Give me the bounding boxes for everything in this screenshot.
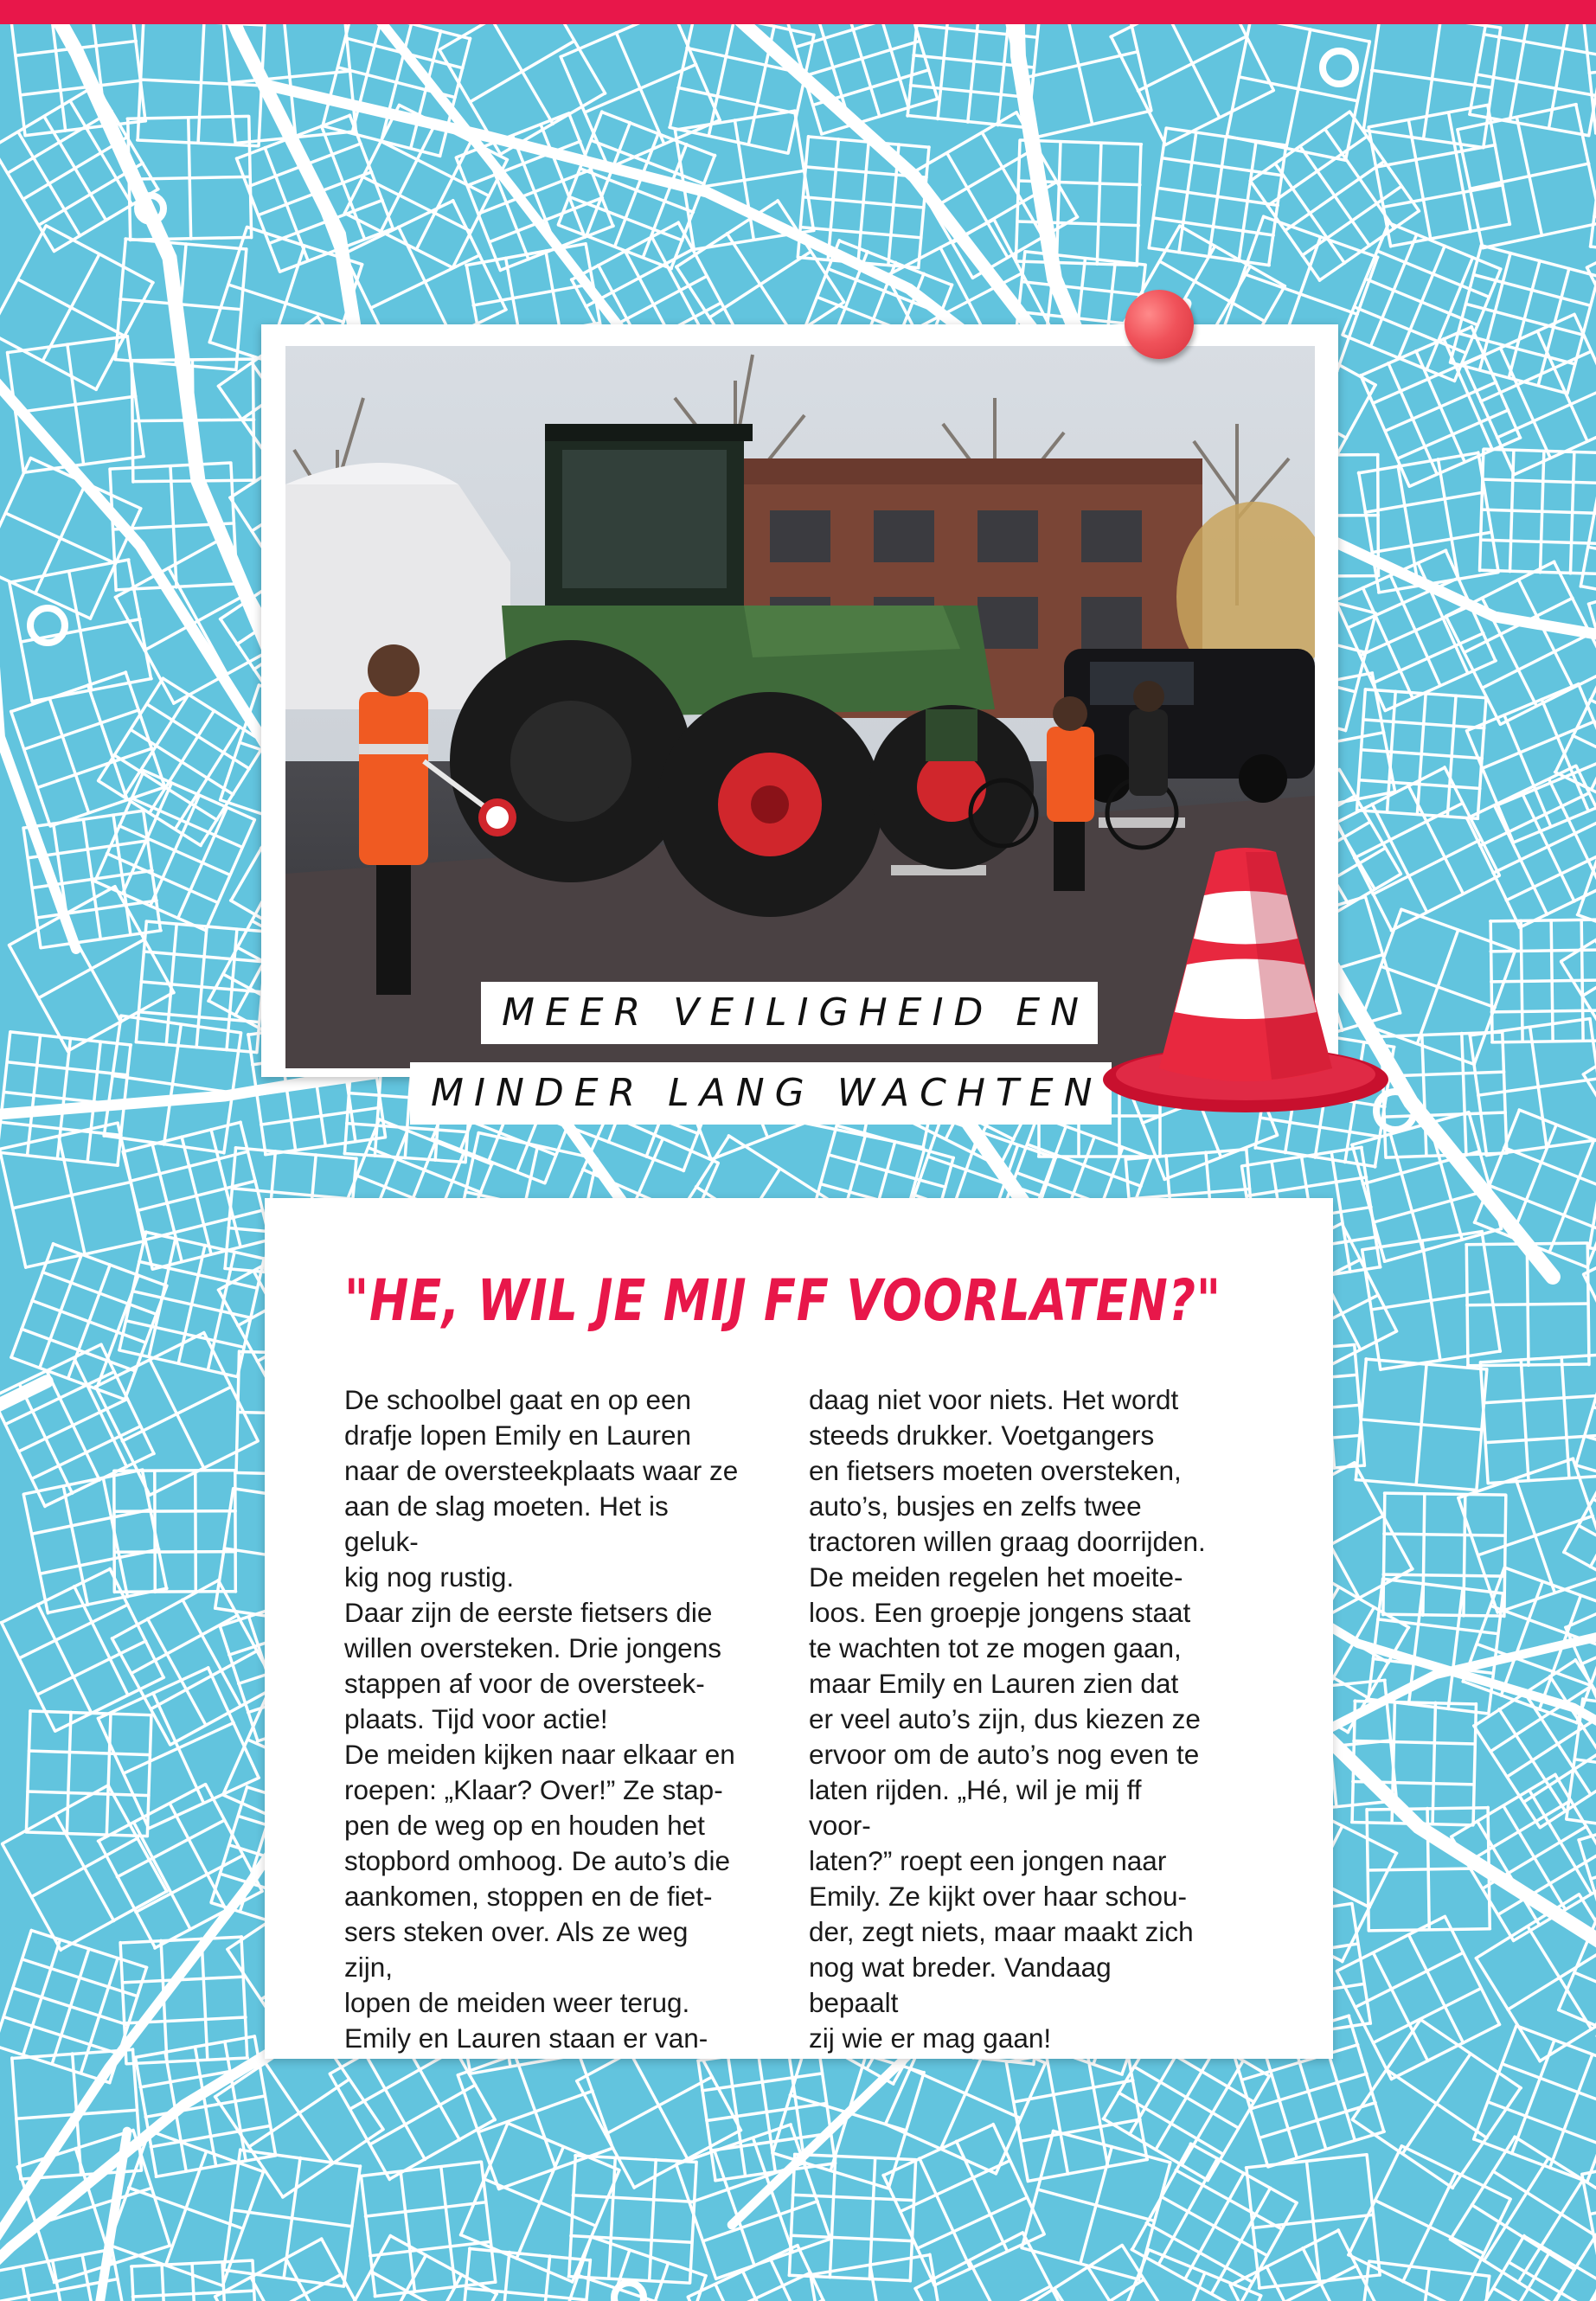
article-line: auto’s, busjes en zelfs twee [809,1490,1142,1522]
pushpin-icon [1125,290,1194,359]
top-accent-bar [0,0,1596,24]
photo-caption-line-2: MINDER LANG WACHTEN [410,1062,1112,1125]
article-line: kig nog rustig. [344,1561,515,1593]
article-line: Emily. Ze kijkt over haar schou- [809,1881,1188,1912]
article-line: aankomen, stoppen en de fiet- [344,1881,713,1912]
article-line: ervoor om de auto’s nog even te [809,1739,1200,1770]
article-line: De schoolbel gaat en op een [344,1384,692,1415]
article-line: lopen de meiden weer terug. [344,1987,690,2018]
article-line: willen oversteken. Drie jongens [344,1632,721,1663]
article-line: pen de weg op en houden het [344,1810,705,1841]
article-headline: "HE, WIL JE MIJ FF VOORLATEN?" [344,1267,1221,1334]
article-line: tractoren willen graag doorrijden. [809,1526,1206,1557]
article-line: De meiden regelen het moeite- [809,1561,1183,1593]
article-line: laten rijden. „Hé, wil je mij ff voor- [809,1774,1142,1841]
article-line: er veel auto’s zijn, dus kiezen ze [809,1703,1201,1734]
article-line: loos. Een groepje jongens staat [809,1597,1191,1628]
article-line: aan de slag moeten. Het is geluk- [344,1490,669,1557]
article-line: sers steken over. Als ze weg zijn, [344,1916,689,1983]
article-line: en fietsers moeten oversteken, [809,1455,1182,1486]
article-line: laten?” roept een jongen naar [809,1845,1167,1876]
article-line: De meiden kijken naar elkaar en [344,1739,735,1770]
article-column-2 [809,1382,1207,2056]
article-column-1 [344,1382,742,2056]
article-line: maar Emily en Lauren zien dat [809,1668,1179,1699]
article-line: daag niet voor niets. Het wordt [809,1384,1179,1415]
article-line: roepen: „Klaar? Over!” Ze stap- [344,1774,723,1805]
article-line: der, zegt niets, maar maakt zich [809,1916,1194,1947]
article-line: zij wie er mag gaan! [809,2022,1052,2054]
article-line: naar de oversteekplaats waar ze [344,1455,739,1486]
photo-caption-line-1: MEER VEILIGHEID EN [481,982,1098,1044]
article-line: nog wat breder. Vandaag bepaalt [809,1952,1112,2018]
article-line: Daar zijn de eerste fietsers die [344,1597,713,1628]
article-line: stopbord omhoog. De auto’s die [344,1845,730,1876]
article-line: plaats. Tijd voor actie! [344,1703,608,1734]
article-line: stappen af voor de oversteek- [344,1668,705,1699]
article-line: te wachten tot ze mogen gaan, [809,1632,1182,1663]
article-line: Emily en Lauren staan er van- [344,2022,708,2054]
traffic-cone-icon [1099,848,1393,1116]
article-line: steeds drukker. Voetgangers [809,1420,1155,1451]
article-line: drafje lopen Emily en Lauren [344,1420,691,1451]
